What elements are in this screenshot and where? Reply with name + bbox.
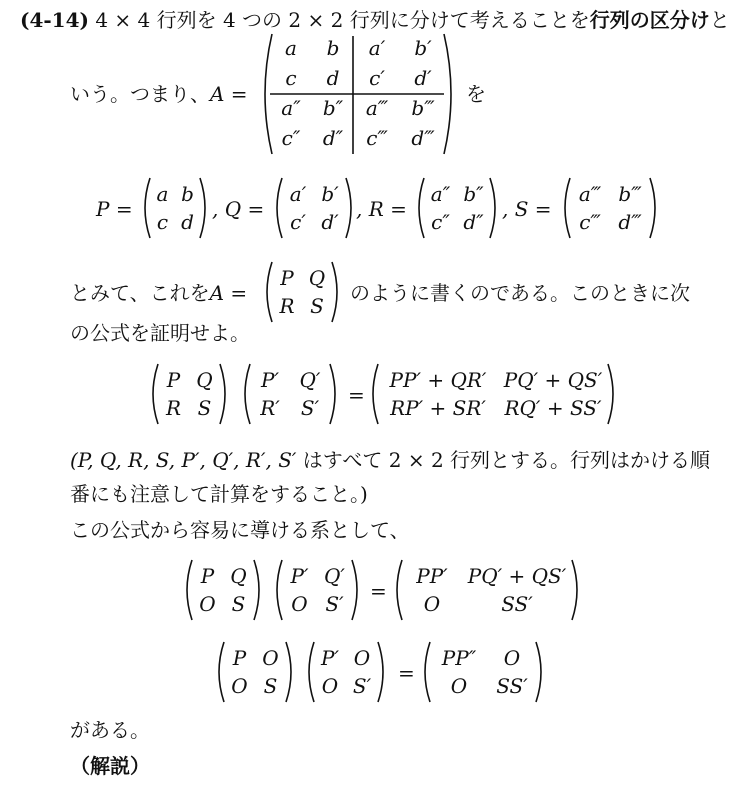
line4-prefix: とみて、これを bbox=[70, 281, 210, 305]
matrix-R-cell: a″ bbox=[430, 182, 451, 206]
formula1-mid-grid bbox=[250, 366, 330, 422]
formula2-mid-cell: S′ bbox=[325, 592, 344, 616]
formula2-left-cell: Q bbox=[230, 564, 247, 588]
matrix-A-cell: d‴ bbox=[411, 126, 435, 150]
formula1-mid-cell: R′ bbox=[260, 396, 280, 420]
formula1-right-cell: RQ′ + SS′ bbox=[504, 396, 602, 420]
matrix-A-cell: d bbox=[326, 66, 340, 90]
matrix-P-cell: b bbox=[181, 182, 194, 206]
formula3-right-cell: O bbox=[450, 674, 468, 698]
formula1-right-cell: PP′ + QR′ bbox=[389, 368, 487, 392]
formula1-left-grid bbox=[158, 366, 220, 422]
formula1-left-cell: Q bbox=[196, 368, 213, 392]
formula3-right-grid bbox=[430, 644, 536, 700]
formula3-mid-cell: S′ bbox=[352, 674, 372, 698]
intro-text: 4 × 4 行列を 4 つの 2 × 2 行列に分けて考えることを bbox=[95, 8, 590, 32]
matrix-Q-grid bbox=[282, 180, 346, 236]
line4-A-equals: A = bbox=[209, 281, 248, 305]
matrix-S-cell: a‴ bbox=[578, 182, 602, 206]
note-line-2: 番にも注意して計算をすること。) bbox=[70, 482, 368, 506]
formula3-right bbox=[420, 640, 546, 704]
block-matrix-grid bbox=[272, 264, 332, 320]
matrix-R bbox=[414, 176, 500, 240]
matrix-A-cell: d″ bbox=[322, 126, 344, 150]
matrix-S-grid bbox=[570, 180, 650, 236]
formula3-right-cell: PP″ bbox=[441, 646, 477, 670]
formula2-right-cell: O bbox=[423, 592, 441, 616]
matrix-P-grid bbox=[150, 180, 200, 236]
formula1-right-grid bbox=[378, 366, 608, 422]
matrix-R-cell: b″ bbox=[463, 182, 484, 206]
formula1-left-cell: R bbox=[165, 396, 182, 420]
formula2-right-cell: PQ′ + QS′ bbox=[467, 564, 567, 588]
formula2-left bbox=[182, 558, 264, 622]
block-matrix-PQRS bbox=[262, 260, 342, 324]
block-matrix-cell: S bbox=[310, 294, 324, 318]
matrix-R-cell: d″ bbox=[463, 210, 484, 234]
matrix-S bbox=[560, 176, 660, 240]
block-matrix-cell: P bbox=[280, 266, 294, 290]
note-line-1 bbox=[70, 446, 710, 474]
line4-suffix: のように書くのである。このときに次 bbox=[350, 281, 690, 305]
formula2-mid-cell: P′ bbox=[290, 564, 309, 588]
formula1-right bbox=[368, 362, 618, 426]
block-matrix-cell: R bbox=[279, 294, 295, 318]
matrix-A-cell: b bbox=[326, 36, 340, 60]
formula2-left-cell: S bbox=[231, 592, 246, 616]
matrix-Q-cell: d′ bbox=[321, 210, 339, 234]
formula2-right-cell: PP′ bbox=[416, 564, 448, 588]
matrix-S-cell: c‴ bbox=[579, 210, 601, 234]
matrix-R-grid bbox=[424, 180, 490, 236]
matrix-A-cell: a′ bbox=[368, 36, 386, 60]
formula2-left-cell: P bbox=[200, 564, 215, 588]
matrix-A-cell: b‴ bbox=[411, 96, 435, 120]
matrix-A-cell: c‴ bbox=[366, 126, 388, 150]
formula2-left-grid bbox=[192, 562, 254, 618]
matrix-P-cell: d bbox=[181, 210, 194, 234]
formula1-right-cell: RP′ + SR′ bbox=[390, 396, 486, 420]
formula1-mid-cell: Q′ bbox=[299, 368, 321, 392]
formula1-left bbox=[148, 362, 230, 426]
S-label: , S = bbox=[502, 197, 552, 221]
line2-suffix: を bbox=[466, 82, 486, 106]
matrix-A-cell: b″ bbox=[322, 96, 344, 120]
matrix-A-cell: c bbox=[285, 66, 297, 90]
formula3-left-cell: O bbox=[231, 674, 248, 698]
matrix-P-cell: a bbox=[156, 182, 169, 206]
formula3-equals: = bbox=[398, 661, 415, 685]
note-text: はすべて 2 × 2 行列とする。行列はかける順 bbox=[302, 448, 711, 472]
matrix-A-grid bbox=[270, 34, 446, 152]
formula3-mid-cell: P′ bbox=[321, 646, 339, 670]
problem-line-2 bbox=[70, 80, 248, 108]
problem-number: (4-14) bbox=[20, 8, 89, 32]
formula2-equals: = bbox=[370, 579, 387, 603]
formula3-right-cell: SS′ bbox=[496, 674, 528, 698]
formula3-right-cell: O bbox=[503, 646, 521, 670]
formula3-left bbox=[214, 640, 296, 704]
matrix-A-cell: c″ bbox=[281, 126, 301, 150]
matrix-A-cell: a″ bbox=[281, 96, 301, 120]
formula1-left-cell: P bbox=[166, 368, 181, 392]
formula2-mid-cell: O bbox=[291, 592, 308, 616]
block-matrix-cell: Q bbox=[308, 266, 326, 290]
formula3-left-cell: S bbox=[263, 674, 278, 698]
matrix-Q-cell: c′ bbox=[290, 210, 306, 234]
matrix-Q bbox=[272, 176, 356, 240]
matrix-P bbox=[140, 176, 210, 240]
P-label: P = bbox=[96, 197, 133, 221]
formula3-left-cell: P bbox=[232, 646, 247, 670]
formula3-mid-cell: O bbox=[353, 646, 371, 670]
matrix-A-cell: a bbox=[285, 36, 297, 60]
matrix-S-cell: b‴ bbox=[618, 182, 642, 206]
formula3-left-cell: O bbox=[262, 646, 279, 670]
problem-line-5: の公式を証明せよ。 bbox=[70, 321, 250, 345]
matrix-A-cell: c′ bbox=[369, 66, 385, 90]
matrix-A-cell: b′ bbox=[414, 36, 432, 60]
matrix-A-cell: d′ bbox=[414, 66, 432, 90]
formula1-mid bbox=[240, 362, 340, 426]
formula2-right bbox=[392, 558, 582, 622]
matrix-R-cell: c″ bbox=[431, 210, 450, 234]
matrix-Q-cell: b′ bbox=[321, 182, 339, 206]
matrix-P-cell: c bbox=[156, 210, 169, 234]
R-label: , R = bbox=[356, 197, 407, 221]
formula1-mid-cell: P′ bbox=[261, 368, 279, 392]
ending: がある。 bbox=[70, 718, 150, 742]
formula2-right-cell: SS′ bbox=[501, 592, 533, 616]
matrix-A bbox=[258, 30, 458, 158]
matrix-Q-cell: a′ bbox=[289, 182, 307, 206]
formula2-mid-cell: Q′ bbox=[324, 564, 345, 588]
formula1-right-cell: PQ′ + QS′ bbox=[503, 368, 603, 392]
formula1-left-cell: S bbox=[197, 396, 212, 420]
matrix-S-cell: d‴ bbox=[618, 210, 642, 234]
formula3-left-grid bbox=[224, 644, 286, 700]
intro-end: と bbox=[709, 8, 730, 32]
formula3-mid-grid bbox=[314, 644, 378, 700]
explanation-heading: （解説） bbox=[70, 754, 150, 778]
line2-prefix: いう。つまり、 bbox=[70, 82, 210, 106]
formula3-mid-cell: O bbox=[321, 674, 339, 698]
formula2-right-grid bbox=[402, 562, 572, 618]
formula2-mid-grid bbox=[282, 562, 352, 618]
matrix-A-cell: a‴ bbox=[365, 96, 389, 120]
note-math: (P, Q, R, S, P′, Q′, R′, S′ bbox=[70, 448, 297, 472]
formula1-equals: = bbox=[348, 383, 365, 407]
formula2-left-cell: O bbox=[199, 592, 216, 616]
formula1-mid-cell: S′ bbox=[300, 396, 320, 420]
Q-label: , Q = bbox=[212, 197, 265, 221]
term-bold: 行列の区分け bbox=[589, 8, 710, 32]
formula3-mid bbox=[304, 640, 388, 704]
A-equals: A = bbox=[210, 82, 248, 106]
formula2-mid bbox=[272, 558, 362, 622]
corollary-intro: この公式から容易に導ける系として、 bbox=[70, 518, 410, 542]
problem-line-4 bbox=[70, 279, 247, 307]
